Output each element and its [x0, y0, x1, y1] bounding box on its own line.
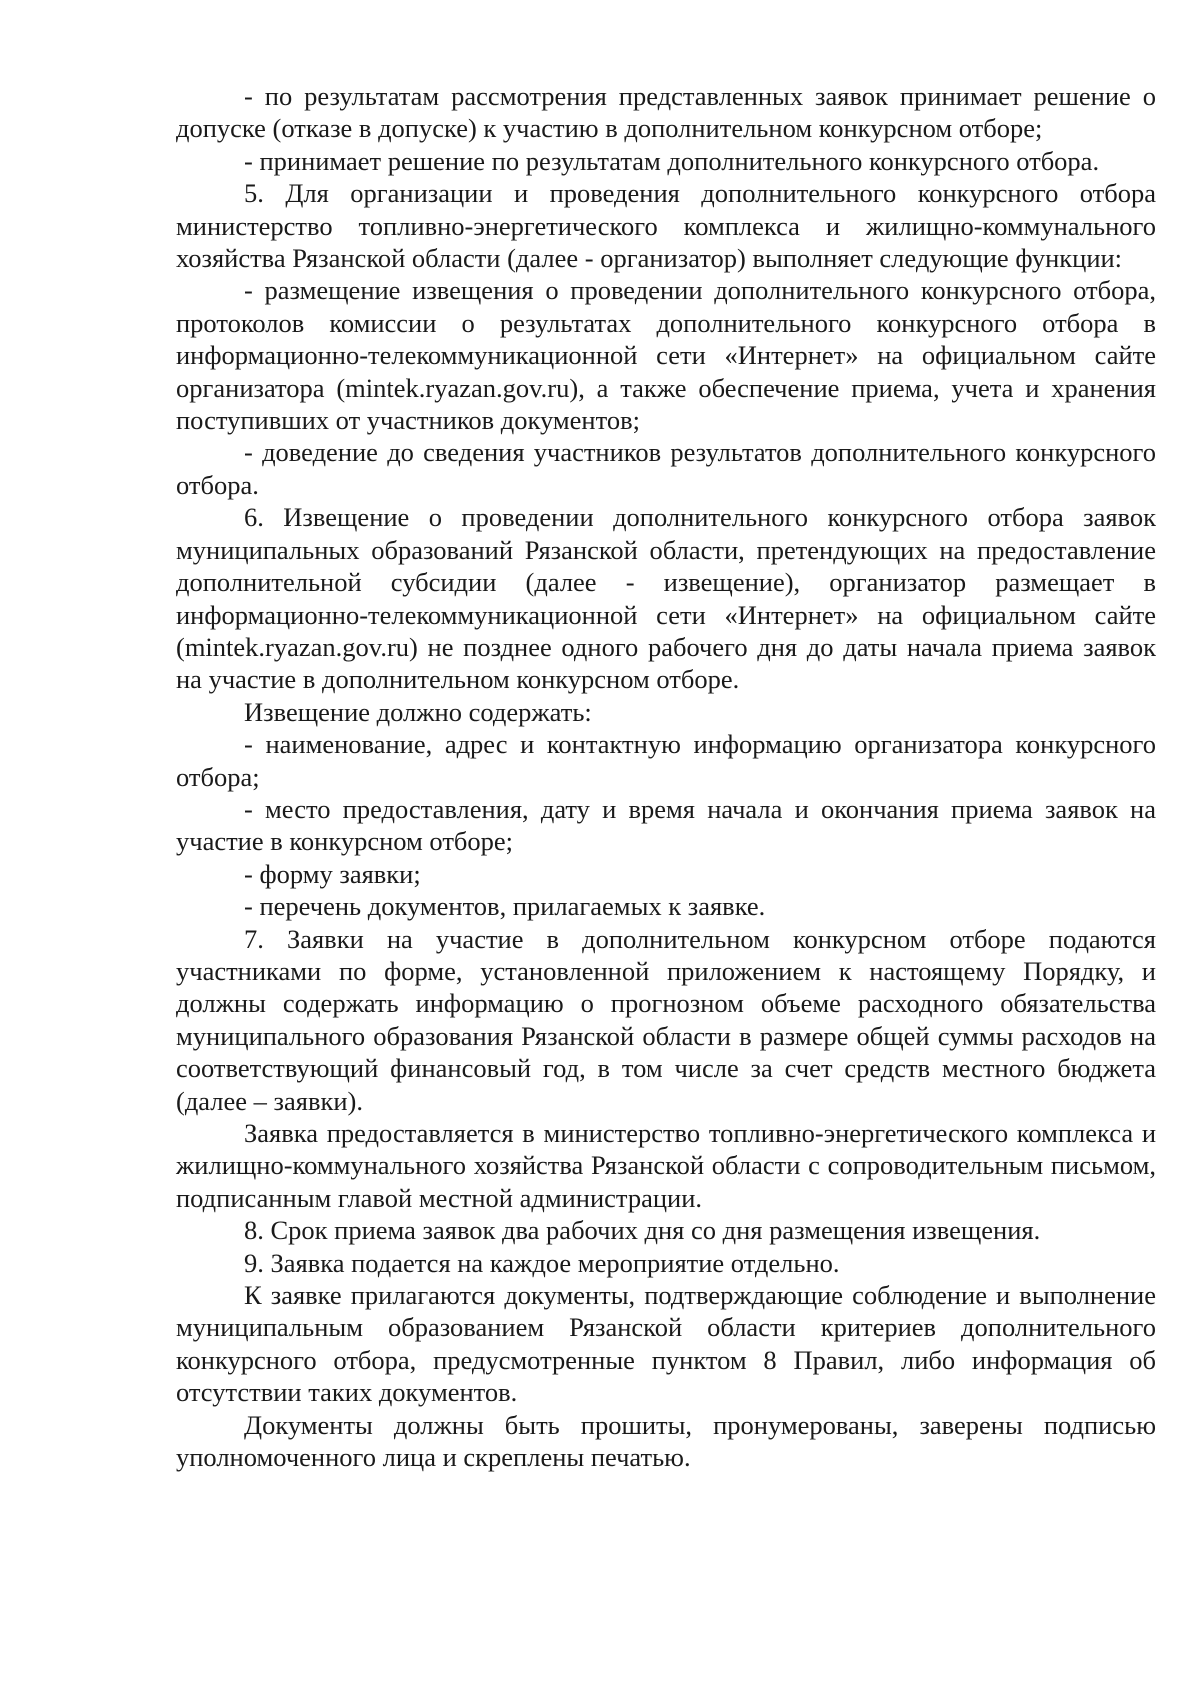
paragraph-item-6: 6. Извещение о проведении дополнительного конкурсного отбора заявок муниципальных образований Рязанской области, претендующих на предоставление дополнительной субсидии (далее - извещение), организатор размещает в информационно-телекоммуникационной сети «Интернет» на официальном сайте (mintek.ryazan.gov.ru) не позднее одного рабочего дня до даты начала приема заявок на участие в дополнительном конкурсном отборе.	[176, 502, 1156, 695]
paragraph-commission-decision: - принимает решение по результатам дополнительного конкурсного отбора.	[244, 145, 1100, 176]
paragraph-notice-organizer-info: - наименование, адрес и контактную информацию организатора конкурсного отбора;	[176, 729, 1156, 792]
document-body	[176, 80, 1156, 1473]
paragraph-item-5: 5. Для организации и проведения дополнительного конкурсного отбора министерство топливно-энергетического комплекса и жилищно-коммунального хозяйства Рязанской области (далее - организатор) выполняет следующие функции:	[176, 178, 1156, 274]
paragraph-item-8: 8. Срок приема заявок два рабочих дня со дня размещения извещения.	[244, 1215, 1041, 1246]
paragraph-item-9: 9. Заявка подается на каждое мероприятие отдельно.	[244, 1247, 840, 1278]
paragraph-documents-requirements: Документы должны быть прошиты, пронумерованы, заверены подписью уполномоченного лица и скреплены печатью.	[176, 1409, 1156, 1473]
paragraph-notice-place-time: - место предоставления, дату и время начала и окончания приема заявок на участие в конкурсном отборе;	[176, 793, 1156, 857]
paragraph-organizer-results: - доведение до сведения участников результатов дополнительного конкурсного отбора.	[176, 437, 1156, 500]
paragraph-notice-form: - форму заявки;	[244, 858, 421, 889]
paragraph-notice-documents-list: - перечень документов, прилагаемых к заявке.	[244, 891, 766, 922]
paragraph-item-7: 7. Заявки на участие в дополнительном конкурсном отборе подаются участниками по форме, установленной приложением к настоящему Порядку, и должны содержать информацию о прогнозном объеме расходного обязательства муниципального образования Рязанской области в размере общей суммы расходов на соответствующий финансовый год, в том числе за счет средств местного бюджета (далее – заявки).	[176, 923, 1156, 1116]
paragraph-notice-contents: Извещение должно содержать:	[244, 696, 592, 727]
paragraph-attached-documents: К заявке прилагаются документы, подтверждающие соблюдение и выполнение муниципальным образованием Рязанской области критериев дополнительного конкурсного отбора, предусмотренные пунктом 8 Правил, либо информация об отсутствии таких документов.	[176, 1280, 1156, 1408]
paragraph-application-submission: Заявка предоставляется в министерство топливно-энергетического комплекса и жилищно-коммунального хозяйства Рязанской области с сопроводительным письмом, подписанным главой местной администрации.	[176, 1118, 1156, 1213]
paragraph-organizer-publication: - размещение извещения о проведении дополнительного конкурсного отбора, протоколов комиссии о результатах дополнительного конкурсного отбора в информационно-телекоммуникационной сети «Интернет» на официальном сайте организатора (mintek.ryazan.gov.ru), а также обеспечение приема, учета и хранения поступивших от участников документов;	[176, 275, 1156, 436]
paragraph-commission-admission: - по результатам рассмотрения представленных заявок принимает решение о допуске (отказе в допуске) к участию в дополнительном конкурсном отборе;	[176, 81, 1156, 144]
